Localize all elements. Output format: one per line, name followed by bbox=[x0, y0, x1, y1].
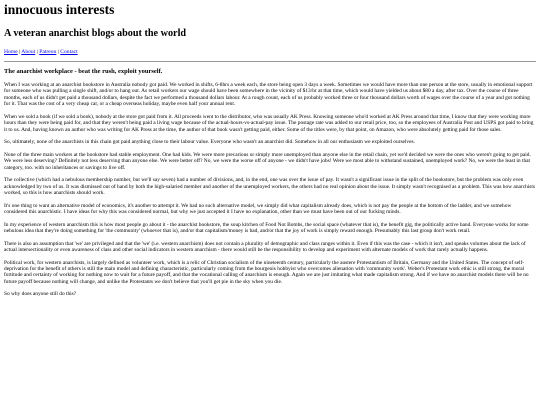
site-title[interactable]: innocuous interests bbox=[4, 2, 115, 17]
nav-separator: | bbox=[19, 49, 21, 55]
post-paragraph: There is also an assumption that 'we' are privileged and that the 'we' (i.e. western anarchism) does not contain a plurality of demographic and class ranges within it. Even if this was the case - which it isn't, and speaks volumes about the lack of actual intersectionality or even awareness of class and other social indicators in western anarchism - there would still be the responsibility to develop and experiment with alternate models of work that rarely actually happens. bbox=[4, 240, 526, 254]
nav-separator: | bbox=[57, 49, 59, 55]
nav-link-about[interactable]: About bbox=[21, 49, 36, 55]
post-body bbox=[4, 82, 536, 298]
post-paragraph: Political work, for western anarchists, is largely defined as volunteer work, which is a relic of Christian socialism of the nineteenth century, particularly the austere Protestantism of Britain, Germany and the United States. The concept of self-deprivation for the benefit of others is still the main model and defining characteristic, particularly coming from the bourgeois hobbyist who overcomes alienation with 'community work'. Weber's Protestant work ethic is still strong, the moral fortitude and certainty of working for nothing now to wait for a future payoff, and that the vocational calling of anarchism is enough. Again we are just imitating what made capitalism strong. And if we have no anarchist models there will be no future payoff because nothing will change, and unlike the Protestants we don't believe that you'll get pie in the sky when you die. bbox=[4, 259, 529, 285]
divider bbox=[4, 61, 536, 62]
nav-separator: | bbox=[36, 49, 38, 55]
post-paragraph: So, ultimately, none of the anarchists in this chain got paid anything close to their labour value. Everyone who wasn't an anarchist did. Somehow in all our enthusiasm we exploited ourselves. bbox=[4, 139, 415, 146]
post-paragraph: So why does anyone still do this? bbox=[4, 291, 77, 298]
post-paragraph: None of the three main workers at the bookstore had stable employment. One had kids. We were more precarious or simply more unemployed than anyone else in the retail chain, yet we'd decided we were the ones who weren't going to get paid. We were less deserving? Definitely not less deserving than anyone else. We were better off? No, we were the worse off of anyone - we didn't have jobs! Were we most able to withstand sustained, unemployed work? No, we were the least in that category, too. with no inheritances or savings to live off. bbox=[4, 151, 531, 171]
nav-link-contact[interactable]: Contact bbox=[60, 49, 78, 55]
top-nav bbox=[4, 49, 536, 56]
site-description: A veteran anarchist blogs about the world bbox=[4, 28, 187, 39]
nav-link-home[interactable]: Home bbox=[4, 49, 18, 55]
post-paragraph: When I was working at an anarchist bookstore in Australia nobody got paid. We worked in shifts, 6-8hrs a week each, the store being open 3 days a week. Sometimes we would have more than one person at the store, usually in emotional support for someone who was pulling a single shift, and/or to hang out. As retail workers our wage should have been somewhere in the vicinity of $13/hr at that time, which would have yielded us about $80 a day, after tax. Over the course of three months, each of us didn't get paid a thousand dollars, despite the fact we performed a thousand dollars labour. At a rough count, each of us probably worked three or four thousand dollars worth of wages over the course of a year and got nothing for it. That was the cost of a very cheap car, or a cheap overseas holiday, maybe even half your annual rent. bbox=[4, 82, 533, 108]
post-paragraph: The collective (which had a nebulous membership number, but we'll say seven) had a number of divisions, and, in the end, one was over the issue of pay. It wasn't a significant issue in the split of the bookstore, but the problem was only even acknowledged by two of us. It was dismissed out of hand by both the high-salaried member and another of the unemployed workers, the others had no real opinion about the issue. It simply wasn't recognised as a problem. This was how anarchists worked, so this is how anarchists should work. bbox=[4, 177, 535, 197]
post-paragraph: When we sold a book (if we sold a book), nobody at the store got paid from it. All proceeds went to the distributor, who was usually AK Press. Knowing someone who'd worked at AK Press around that time, I know that they were working more hours than they were being paid for, and that they weren't being paid a living wage because of the actual-hours-vs-actual-pay issue. The postage rate was added to our retail price, too, so the employees of Australia Post and USPS got paid to bring it to us. And, having known an author who was writing for AK Press at the time, the author of that book wasn't getting paid, either. Some of the titles were, by that point, on Amazon, who were absolutely getting paid for those sales. bbox=[4, 113, 534, 133]
post-paragraph: In my experience of western anarchism this is how most people go about it - the anarchist bookstore, the soup kitchen of Food Not Bombs, the social space (whatever that is), the benefit gig, the politically active band. Everyone works for some nebulous idea that they're doing something for 'the community' (whoever that is), and/or that capitalism/money is bad, and/or that the joy of work is simply reward enough. Presumably this last group don't work retail. bbox=[4, 221, 529, 235]
nav-link-patreon[interactable]: Patreon bbox=[39, 49, 57, 55]
post-title: The anarchist workplace - beat the rush, exploit yourself. bbox=[4, 68, 163, 75]
post-paragraph: It's one thing to want an alternative model of economics, it's another to attempt it. We had no such alternative model, we simply did what capitalism already does, which is not pay the people at the bottom of the ladder, and we somehow considered this anarchistic. I have ideas for why this was considered normal, but why we just accepted it I have no explanation, other than we must have been out of our fucking minds. bbox=[4, 202, 512, 216]
